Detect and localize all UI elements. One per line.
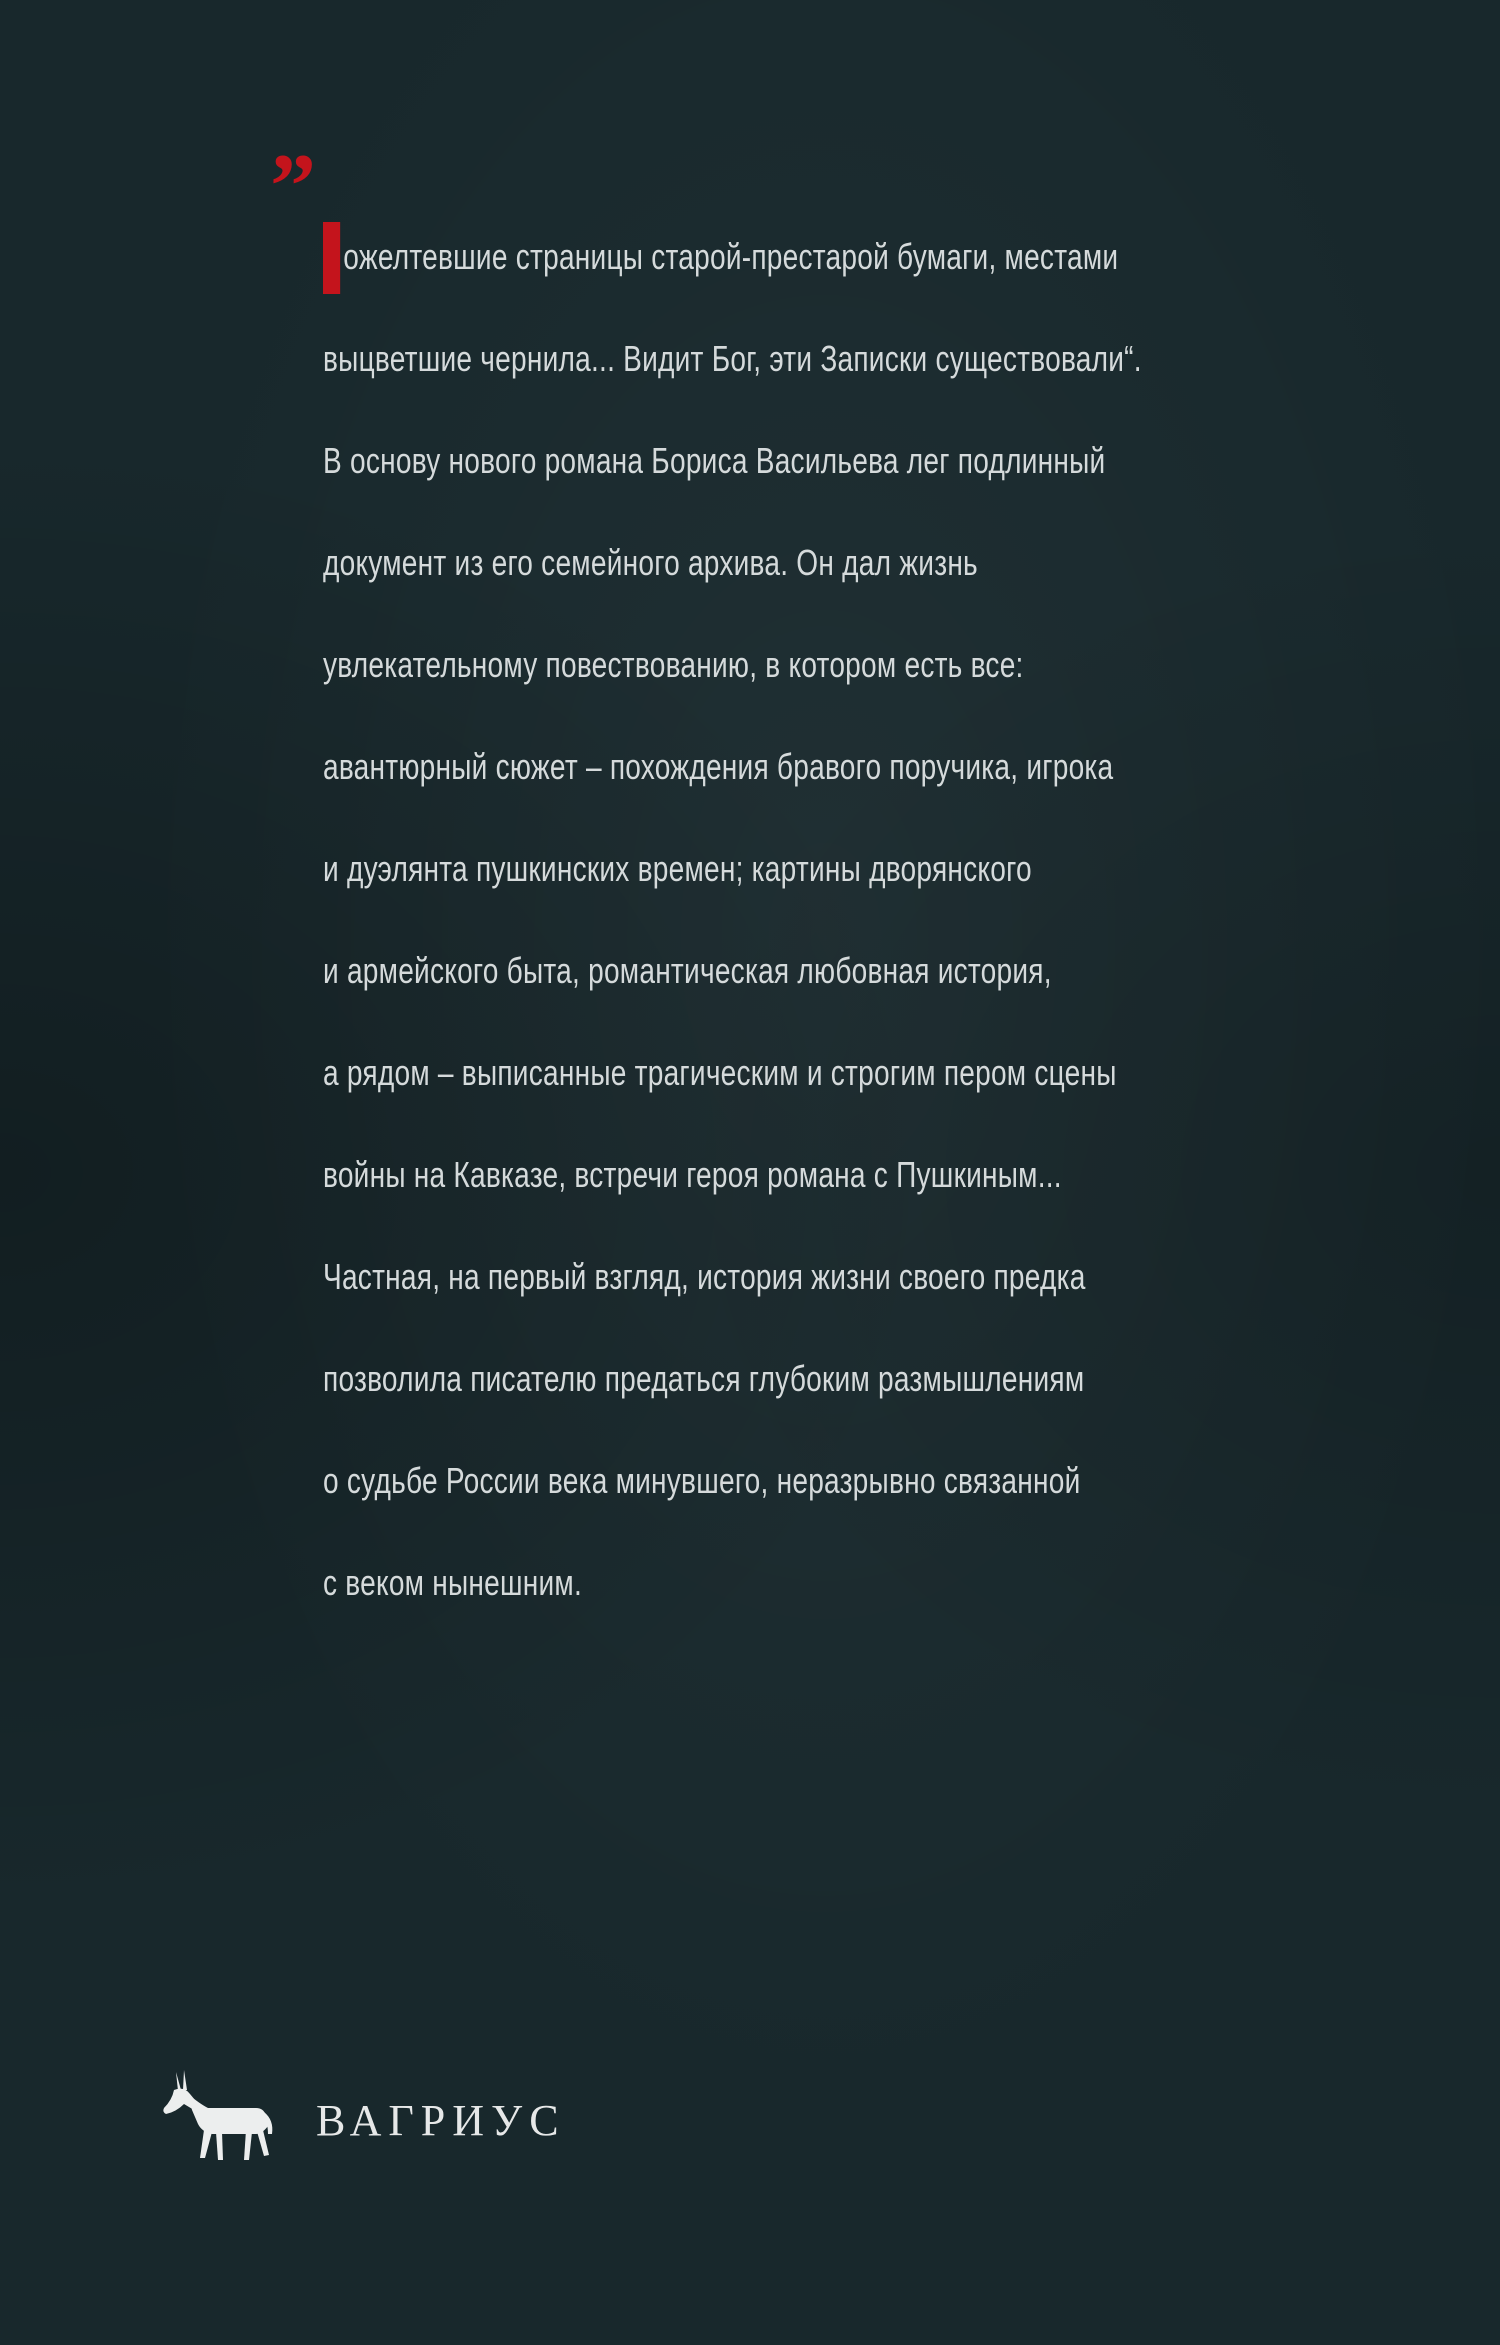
blurb-line: увлекательному повествованию, в котором есть все:: [323, 644, 1024, 685]
blurb-line: [323, 206, 1150, 308]
blurb-line: В основу нового романа Бориса Васильева лег подлинный: [323, 440, 1106, 481]
blurb-line: и дуэлянта пушкинских времен; картины дворянского: [323, 848, 1032, 889]
blurb-line: позволила писателю предаться глубоким размышлениям: [323, 1358, 1085, 1399]
blurb-line: с веком нынешним.: [323, 1562, 583, 1603]
blurb-line: войны на Кавказе, встречи героя романа с Пушкиным...: [323, 1154, 1062, 1195]
publisher-mark: [160, 2070, 566, 2170]
blurb-line: и армейского быта, романтическая любовная история,: [323, 950, 1052, 991]
blurb-line: а рядом – выписанные трагическим и строгим пером сцены: [323, 1052, 1117, 1093]
donkey-icon: [160, 2068, 278, 2173]
blurb-line: выцветшие чернила... Видит Бог, эти Записки существовали“.: [323, 338, 1142, 379]
drop-cap: [323, 222, 340, 294]
blurb-line: авантюрный сюжет – похождения бравого поручика, игрока: [323, 746, 1114, 787]
closing-quote-mark: ”: [270, 135, 312, 237]
blurb-line: документ из его семейного архива. Он дал жизнь: [323, 542, 978, 583]
drop-cap-block: [323, 222, 340, 294]
blurb-line: Частная, на первый взгляд, история жизни своего предка: [323, 1256, 1086, 1297]
blurb-line: о судьбе России века минувшего, неразрывно связанной: [323, 1460, 1081, 1501]
blurb-line-text: ожелтевшие страницы старой-престарой бумаги, местами: [343, 236, 1119, 277]
publisher-name: ВАГРИУС: [316, 2095, 566, 2145]
blurb-text: [323, 206, 1383, 1634]
